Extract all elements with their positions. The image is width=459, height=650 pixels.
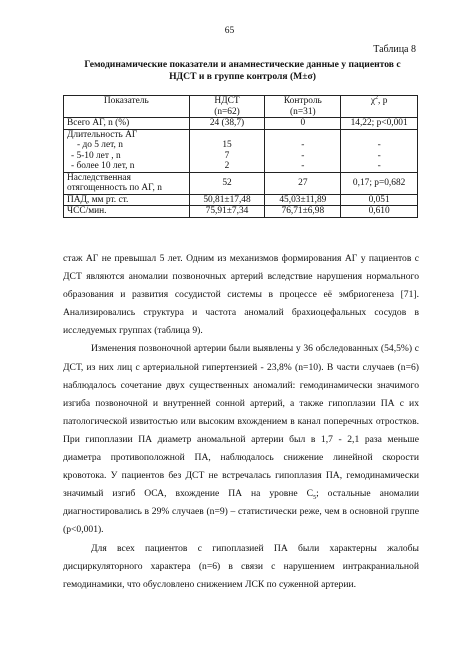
paragraph-1: стаж АГ не превышал 5 лет. Одним из механизмов формирования АГ у пациентов с ДСТ являются аномалии позвоночных артерий вследствие нарушения нормального образования и развития сосудистой системы в процессе её эмбриогенеза [71]. Анализировались структура и частота аномалий брахиоцефальных сосудов в исследуемых группах (таблица 9).	[63, 253, 419, 337]
cell-ndst: 75,91±7,34	[189, 206, 265, 218]
cell-chi: - - -	[341, 129, 418, 172]
cell-ndst: 52	[189, 172, 265, 194]
header-control: Контроль (n=31)	[265, 96, 341, 118]
paragraph-3: Для всех пациентов с гипоплазией ПА были характерны жалобы дисциркуляторного характера (n=6) в связи с нарушением интракраниальной гемодинамики, что обусловлено снижением ЛСК по суженной артерии.	[63, 542, 419, 590]
table-title: Гемодинамические показатели и анамнестические данные у пациентов с НДСТ и в группе контроля (M±σ)	[84, 59, 401, 82]
cell-chi: 14,22; p<0,001	[341, 118, 418, 130]
hemodynamics-table	[63, 95, 418, 218]
body-text	[63, 250, 419, 594]
row-label: Всего АГ, n (%)	[64, 118, 190, 130]
header-chi-square: $\chi^2$, p	[341, 96, 418, 118]
paragraph-2: Изменения позвоночной артерии были выявлены у 36 обследованных (54,5%) с ДСТ, из них лиц с артериальной гипертензией - 23,8% (n=10). В части случаев (n=6) наблюдалось сочетание двух существенных аномалий: гемодинамически значимого изгиба позвоночной и внутренней сонной артерий, а также гипоплазии ПА с их патологической извитостью или высоким вхождением в канал поперечных отростков. При гипоплазии ПА диаметр аномальной артерии был в 1,7 - 2,1 раза меньше диаметра противоположной ПА, наблюдалось снижение линейной скорости кровотока. У пациентов без ДСТ не встречалась гипоплазия ПА, гемодинамически значимый изгиб ОСА, вхождение ПА на уровне $С_5$; остальные аномалии диагностировались в 29% случаев (n=9) – статистически реже, чем в основной группе (p<0,001).	[63, 343, 420, 536]
cell-chi: 0,610	[341, 206, 418, 218]
page-number: 65	[224, 26, 235, 36]
row-label: ПАД, мм рт. ст.	[64, 194, 190, 206]
cell-chi: 0,051	[341, 194, 418, 206]
table-row	[64, 194, 418, 206]
row-label: Наследственная отягощенность по АГ, n	[64, 172, 190, 194]
table-label: Таблица 8	[373, 44, 416, 55]
row-label: ЧСС/мин.	[64, 206, 190, 218]
cell-ndst: 50,81±17,48	[189, 194, 265, 206]
cell-ndst: 24 (38,7)	[189, 118, 265, 130]
table-row	[64, 172, 418, 194]
header-indicator: Показатель	[64, 96, 190, 118]
cell-control: 76,71±6,98	[265, 206, 341, 218]
cell-control: 0	[265, 118, 341, 130]
cell-control: 45,03±11,89	[265, 194, 341, 206]
cell-control: - - -	[265, 129, 341, 172]
cell-chi: 0,17; p=0,682	[341, 172, 418, 194]
header-ndst: НДСТ (n=62)	[189, 96, 265, 118]
cell-control: 27	[265, 172, 341, 194]
table-row	[64, 129, 418, 172]
table-header-row	[64, 96, 418, 118]
table-row	[64, 206, 418, 218]
row-label: Длительность АГ - до 5 лет, n - 5-10 лет , n - более 10 лет, n	[64, 129, 190, 172]
table-row	[64, 118, 418, 130]
cell-ndst: 15 7 2	[189, 129, 265, 172]
